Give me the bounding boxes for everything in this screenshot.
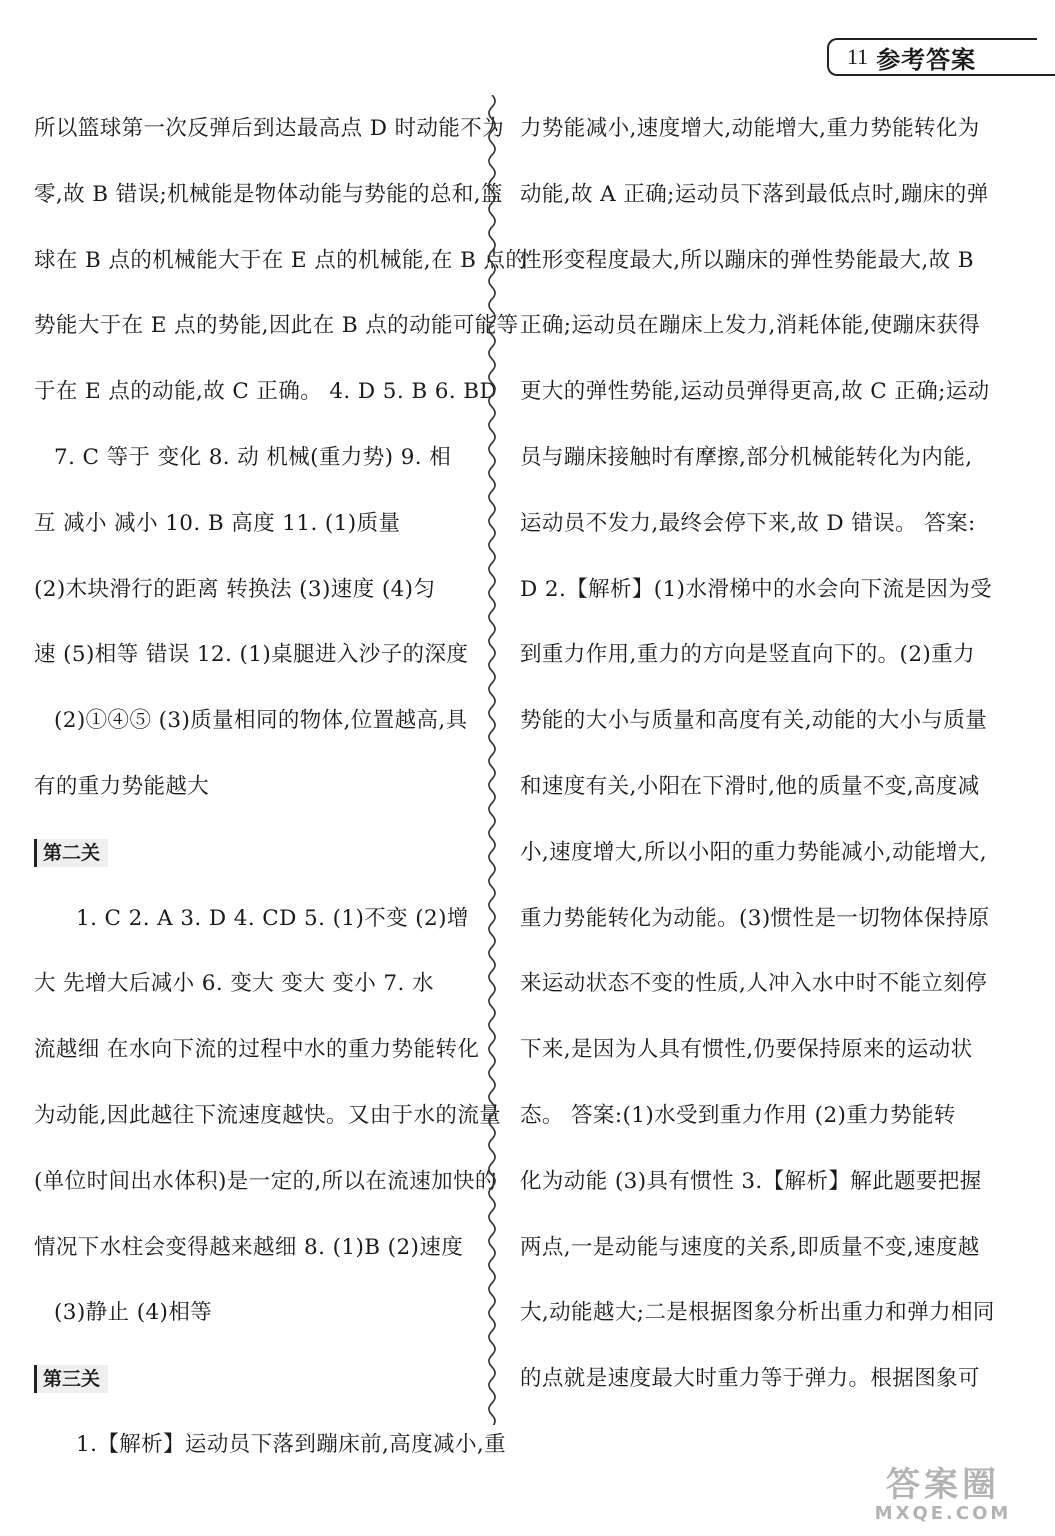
text-line: 1. C 2. A 3. D 4. CD 5. (1)不变 (2)增 (76, 905, 469, 931)
page-header-tab (827, 38, 1037, 76)
text-line: 下来,是因为人具有惯性,仍要保持原来的运动状 (520, 1037, 973, 1063)
text-line: 球在 B 点的机械能大于在 E 点的机械能,在 B 点的 (34, 247, 528, 273)
text-line: 到重力作用,重力的方向是竖直向下的。(2)重力 (520, 642, 975, 668)
watermark-logo (853, 1466, 1033, 1528)
text-line: 所以篮球第一次反弹后到达最高点 D 时动能不为 (34, 116, 505, 141)
text-line: 速 (5)相等 错误 12. (1)桌腿进入沙子的深度 (34, 642, 469, 668)
wavy-column-divider (485, 95, 499, 1425)
text-line: 和速度有关,小阳在下滑时,他的质量不变,高度减 (520, 773, 980, 799)
text-line: 员与蹦床接触时有摩擦,部分机械能转化为内能, (520, 444, 973, 470)
text-line: 动能,故 A 正确;运动员下落到最低点时,蹦床的弹 (520, 181, 989, 207)
section-label: 第三关 (34, 1365, 108, 1393)
text-line: 小,速度增大,所以小阳的重力势能减小,动能增大, (520, 839, 987, 865)
text-line: 重力势能转化为动能。(3)惯性是一切物体保持原 (520, 905, 990, 931)
text-line: 运动员不发力,最终会停下来,故 D 错误。 答案: (520, 510, 976, 536)
text-line: 7. C 等于 变化 8. 动 机械(重力势) 9. 相 (54, 444, 452, 470)
text-line: 大 先增大后减小 6. 变大 变大 变小 7. 水 (34, 971, 434, 997)
text-line: 互 减小 减小 10. B 高度 11. (1)质量 (34, 510, 401, 536)
text-line: 零,故 B 错误;机械能是物体动能与势能的总和,篮 (34, 181, 503, 207)
text-line: 力势能减小,速度增大,动能增大,重力势能转化为 (520, 116, 980, 141)
text-line: 化为动能 (3)具有惯性 3.【解析】解此题要把握 (520, 1168, 982, 1194)
text-line: 有的重力势能越大 (34, 773, 210, 799)
text-line: 势能大于在 E 点的势能,因此在 B 点的动能可能等 (34, 313, 519, 339)
text-line: 为动能,因此越往下流速度越快。又由于水的流量 (34, 1102, 502, 1128)
text-line: 的点就是速度最大时重力等于弹力。根据图象可 (520, 1366, 980, 1392)
text-line: (单位时间出水体积)是一定的,所以在流速加快的 (34, 1168, 497, 1194)
left-column (34, 96, 528, 1478)
text-line: 势能的大小与质量和高度有关,动能的大小与质量 (520, 708, 988, 734)
section-label: 第二关 (34, 839, 108, 867)
header-title: 参考答案 (876, 45, 977, 74)
watermark-title: 答案圈 (886, 1465, 1000, 1505)
text-line: 态。 答案:(1)水受到重力作用 (2)重力势能转 (520, 1102, 956, 1128)
watermark-url: MXQE.COM (874, 1503, 1012, 1524)
text-line: D 2.【解析】(1)水滑梯中的水会向下流是因为受 (520, 576, 993, 602)
text-line: (2)①④⑤ (3)质量相同的物体,位置越高,具 (54, 708, 468, 734)
page-number: 11 (847, 44, 869, 69)
text-line: 更大的弹性势能,运动员弹得更高,故 C 正确;运动 (520, 379, 990, 405)
right-column (520, 96, 995, 1412)
header-rule (1000, 74, 1055, 76)
text-line: 大,动能越大;二是根据图象分析出重力和弹力相同 (520, 1300, 995, 1326)
text-line: 1.【解析】运动员下落到蹦床前,高度减小,重 (76, 1431, 506, 1457)
text-line: 流越细 在水向下流的过程中水的重力势能转化 (34, 1037, 480, 1063)
section-heading-level2 (34, 820, 474, 886)
text-line: 于在 E 点的动能,故 C 正确。 4. D 5. B 6. BD (34, 379, 498, 405)
text-line: 性形变程度最大,所以蹦床的弹性势能最大,故 B (520, 247, 975, 273)
text-line: 来运动状态不变的性质,人冲入水中时不能立刻停 (520, 971, 988, 997)
text-line: (3)静止 (4)相等 (54, 1300, 213, 1326)
text-line: 两点,一是动能与速度的关系,即质量不变,速度越 (520, 1234, 980, 1260)
section-heading-level3 (34, 1346, 474, 1412)
text-line: (2)木块滑行的距离 转换法 (3)速度 (4)匀 (34, 576, 436, 602)
text-line: 情况下水柱会变得越来越细 8. (1)B (2)速度 (34, 1234, 464, 1260)
text-line: 正确;运动员在蹦床上发力,消耗体能,使蹦床获得 (520, 313, 981, 339)
